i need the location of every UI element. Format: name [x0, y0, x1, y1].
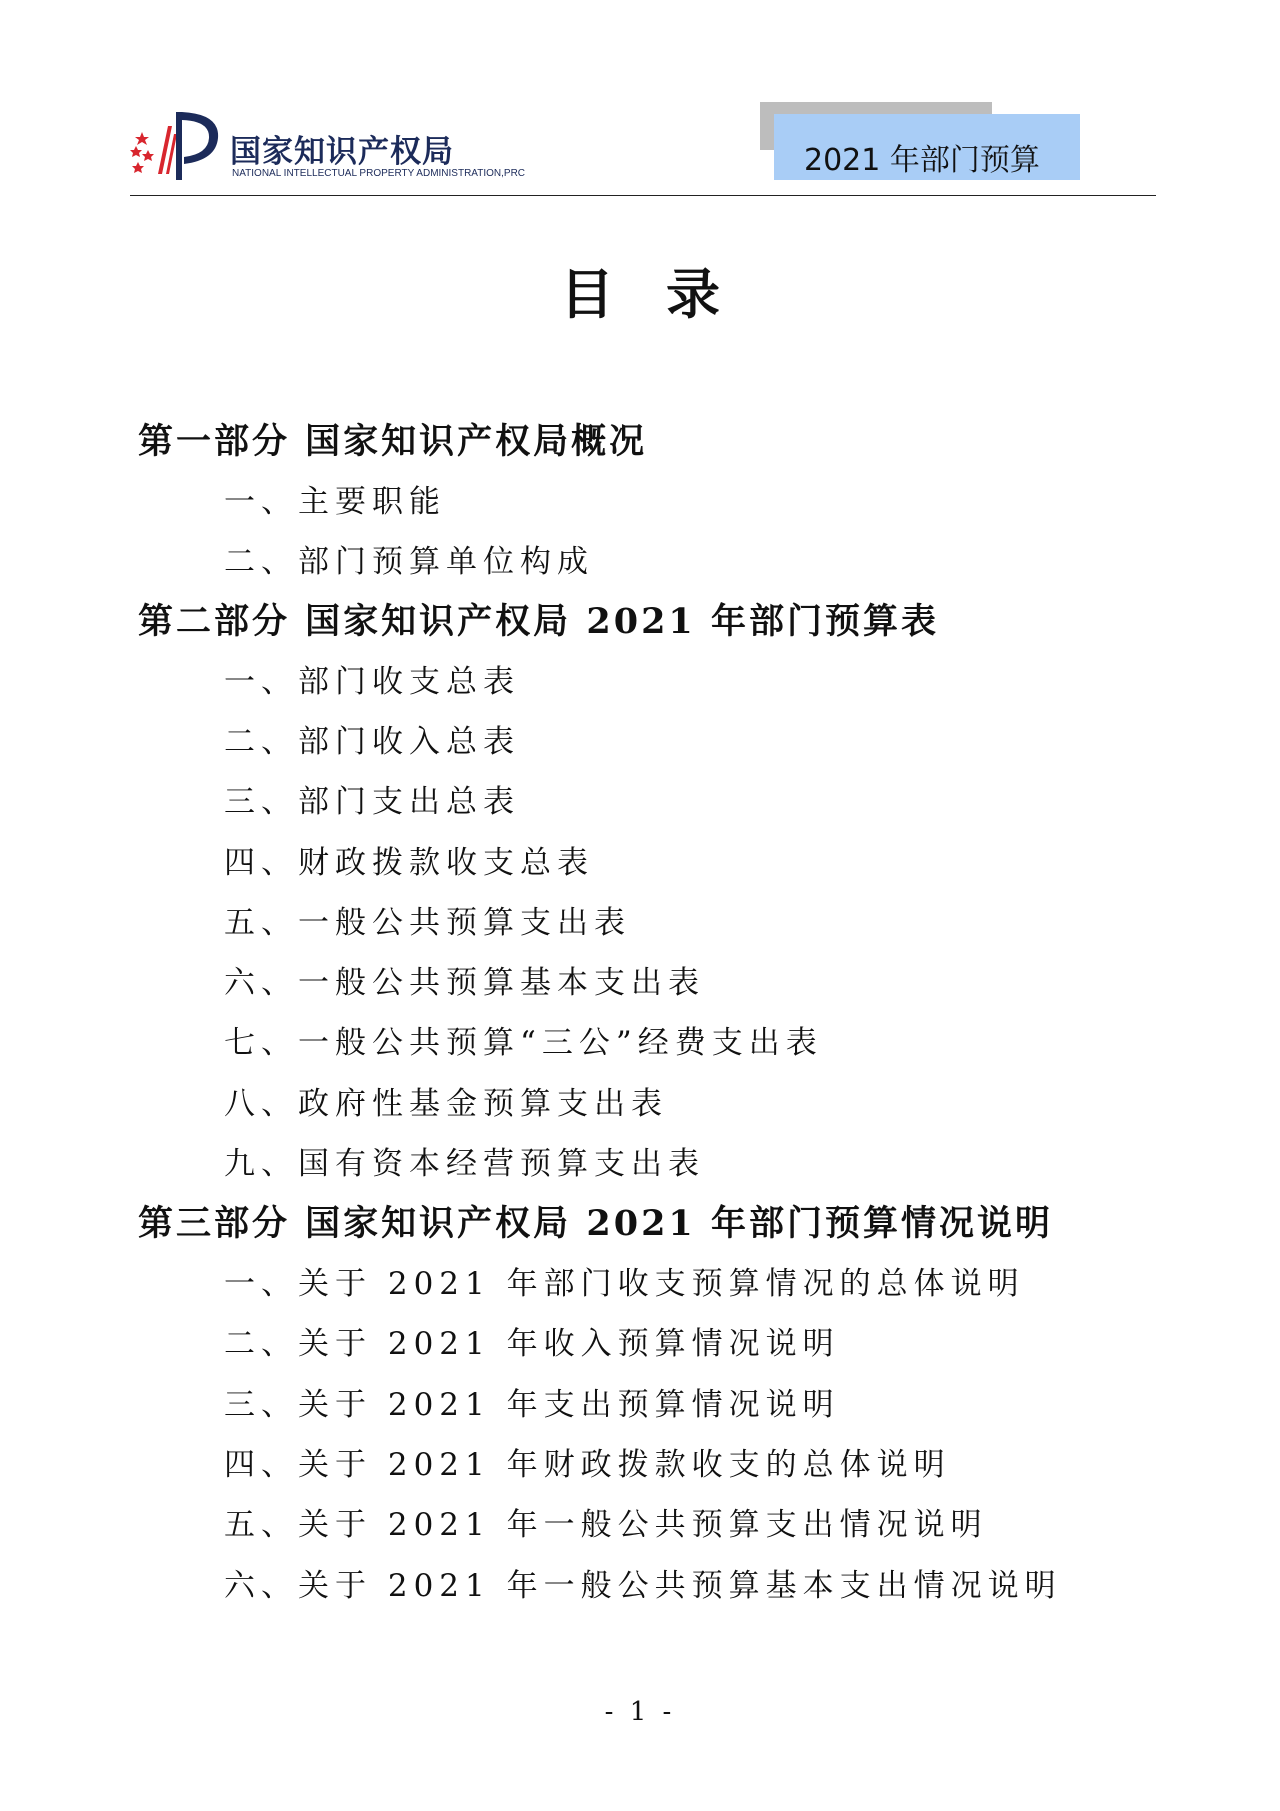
toc-entry[interactable]: 五、关于 2021 年一般公共预算支出情况说明 [224, 1507, 988, 1543]
cnipa-emblem-icon [128, 104, 228, 184]
agency-name-cn: 国家知识产权局 [230, 134, 454, 170]
star-icon [142, 150, 154, 161]
toc-entry[interactable]: 六、一般公共预算基本支出表 [224, 965, 705, 1001]
agency-logo [128, 104, 588, 186]
toc-entry[interactable]: 三、部门支出总表 [224, 784, 520, 820]
header-divider [130, 195, 1156, 196]
star-icon [135, 132, 149, 145]
toc-entry[interactable]: 五、一般公共预算支出表 [224, 905, 631, 941]
toc-entry[interactable]: 三、关于 2021 年支出预算情况说明 [224, 1387, 840, 1423]
toc-entry[interactable]: 四、财政拨款收支总表 [224, 845, 594, 881]
toc-entry[interactable]: 四、关于 2021 年财政拨款收支的总体说明 [224, 1447, 951, 1483]
toc-entry[interactable]: 八、政府性基金预算支出表 [224, 1086, 668, 1122]
toc-entry[interactable]: 一、部门收支总表 [224, 664, 520, 700]
toc-part-heading[interactable]: 第一部分 国家知识产权局概况 [138, 421, 648, 462]
budget-year-badge [760, 102, 1080, 182]
toc-entry[interactable]: 二、关于 2021 年收入预算情况说明 [224, 1326, 840, 1362]
badge-text: 2021 年部门预算 [804, 143, 1040, 178]
toc-part-heading[interactable]: 第三部分 国家知识产权局 2021 年部门预算情况说明 [138, 1203, 1053, 1244]
star-icon [132, 162, 144, 173]
page-number: - 1 - [604, 1697, 676, 1727]
toc-entry[interactable]: 二、部门预算单位构成 [224, 544, 594, 580]
agency-name-en: NATIONAL INTELLECTUAL PROPERTY ADMINISTRATION,PRC [232, 168, 526, 179]
toc-entry[interactable]: 二、部门收入总表 [224, 724, 520, 760]
badge-box [774, 114, 1080, 180]
toc-entry[interactable]: 七、一般公共预算“三公”经费支出表 [224, 1025, 823, 1061]
toc-entry[interactable]: 六、关于 2021 年一般公共预算基本支出情况说明 [224, 1568, 1062, 1604]
toc-entry[interactable]: 一、主要职能 [224, 484, 446, 520]
star-icon [130, 146, 142, 157]
toc-entry[interactable]: 一、关于 2021 年部门收支预算情况的总体说明 [224, 1266, 1025, 1302]
page-title: 目录 [560, 263, 772, 326]
toc-part-heading[interactable]: 第二部分 国家知识产权局 2021 年部门预算表 [138, 601, 939, 642]
toc-entry[interactable]: 九、国有资本经营预算支出表 [224, 1146, 705, 1182]
